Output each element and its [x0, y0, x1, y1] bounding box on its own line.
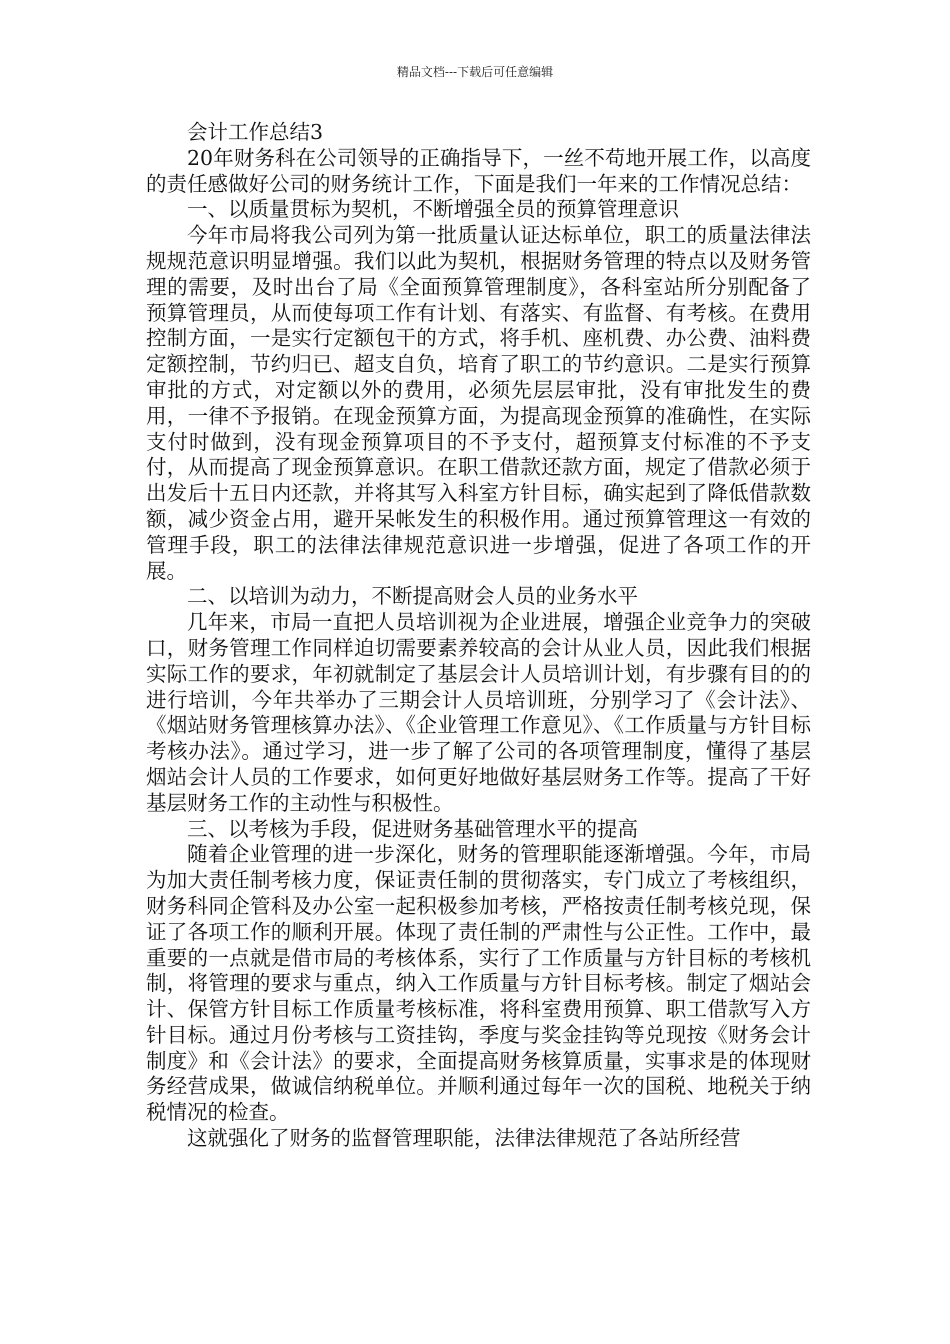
section-3-paragraph: 随着企业管理的进一步深化，财务的管理职能逐渐增强。今年，市局为加大责任制考核力度，保证责任制的贯彻落实，专门成立了考核组织，财务科同企管科及办公室一起积极参加考核，严格按责任制考核兑现，保证了各项工作的顺利开展。体现了责任制的严肃性与公正性。工作中，最重要的一点就是借市局的考核体系，实行了工作质量与方针目标的考核机制，将管理的要求与重点，纳入工作质量与方针目标考核。制定了烟站会计、保管方针目标工作质量考核标准，将科室费用预算、职工借款写入方针目标。通过月份考核与工资挂钩，季度与奖金挂钩等兑现按《财务会计制度》和《会计法》的要求，全面提高财务核算质量，实事求是的体现财务经营成果，做诚信纳税单位。并顺利通过每年一次的国税、地税关于纳税情况的检查。	[146, 842, 811, 1125]
section-3-heading: 三、以考核为手段，促进财务基础管理水平的提高	[187, 816, 638, 841]
section-1-heading: 一、以质量贯标为契机，不断增强全员的预算管理意识	[187, 197, 679, 222]
section-2-paragraph: 几年来，市局一直把人员培训视为企业进展，增强企业竞争力的突破口，财务管理工作同样迫切需要素养较高的会计从业人员，因此我们根据实际工作的要求，年初就制定了基层会计人员培训计划，有步骤有目的的进行培训，今年共举办了三期会计人员培训班，分别学习了《会计法》、《烟站财务管理核算办法》、《企业管理工作意见》、《工作质量与方针目标考核办法》。通过学习，进一步了解了公司的各项管理制度，懂得了基层烟站会计人员的工作要求，如何更好地做好基层财务工作等。提高了干好基层财务工作的主动性与积极性。	[146, 610, 811, 815]
document-body	[146, 120, 811, 1152]
document-title: 会计工作总结3	[187, 120, 324, 144]
section-1-paragraph: 今年市局将我公司列为第一批质量认证达标单位，职工的质量法律法规规范意识明显增强。我们以此为契机，根据财务管理的特点以及财务管理的需要，及时出台了局《全面预算管理制度》，各科室站所分别配备了预算管理员，从而使每项工作有计划、有落实、有监督、有考核。在费用控制方面，一是实行定额包干的方式，将手机、座机费、办公费、油料费定额控制，节约归已、超支自负，培育了职工的节约意识。二是实行预算审批的方式，对定额以外的费用，必须先层层审批，没有审批发生的费用，一律不予报销。在现金预算方面，为提高现金预算的准确性，在实际支付时做到，没有现金预算项目的不予支付，超预算支付标准的不予支付，从而提高了现金预算意识。在职工借款还款方面，规定了借款必须于出发后十五日内还款，并将其写入科室方针目标，确实起到了降低借款数额，减少资金占用，避开呆帐发生的积极作用。通过预算管理这一有效的管理手段，职工的法律法律规范意识进一步增强，促进了各项工作的开展。	[146, 223, 811, 583]
intro-paragraph: 20年财务科在公司领导的正确指导下，一丝不苟地开展工作，以高度的责任感做好公司的财务统计工作，下面是我们一年来的工作情况总结：	[146, 145, 811, 196]
closing-paragraph: 这就强化了财务的监督管理职能，法律法律规范了各站所经营	[187, 1126, 741, 1151]
section-2-heading: 二、以培训为动力，不断提高财会人员的业务水平	[187, 584, 638, 609]
page-header: 精品文档---下载后可任意编辑	[396, 65, 554, 79]
